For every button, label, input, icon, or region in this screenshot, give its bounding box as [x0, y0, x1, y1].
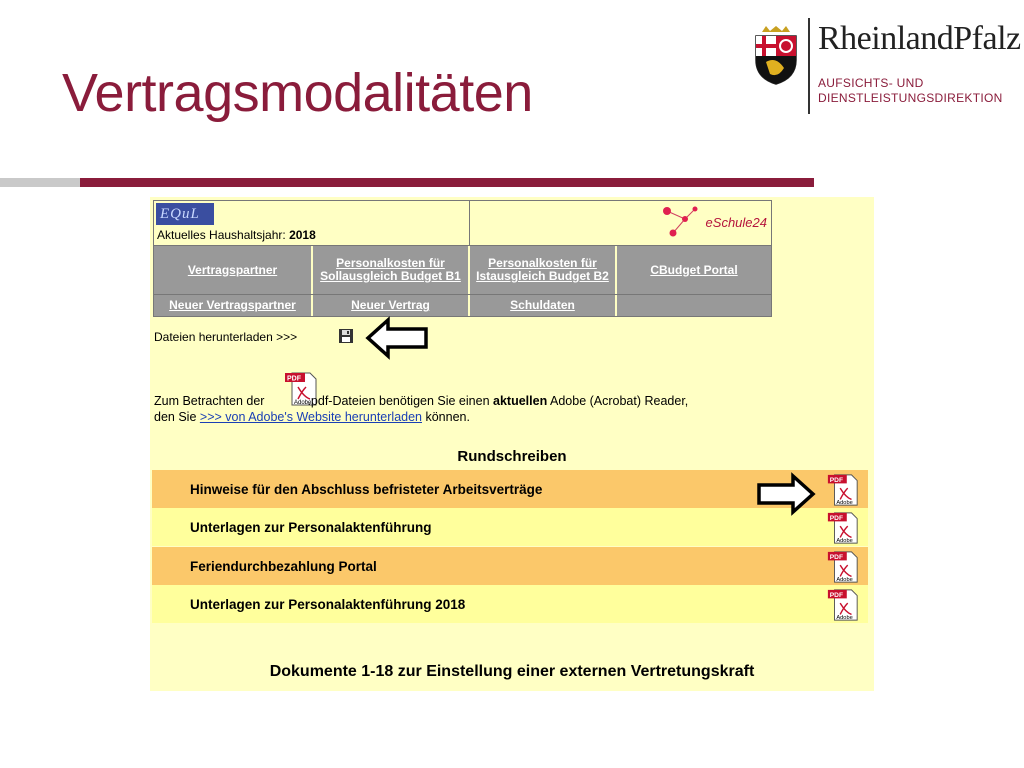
header-right: [470, 201, 771, 245]
list-item[interactable]: [152, 547, 868, 585]
nav-vertragspartner[interactable]: Vertragspartner: [154, 246, 313, 294]
nav-neuer-vertragspartner[interactable]: Neuer Vertragspartner: [154, 295, 313, 316]
nav-row-1: [154, 246, 771, 295]
pdf-icon[interactable]: [826, 473, 860, 507]
document-label[interactable]: Unterlagen zur Personalaktenführung: [190, 519, 432, 535]
app-screenshot: [150, 197, 874, 691]
pdf-text-4: den Sie: [154, 410, 197, 424]
nav-row-2: [154, 295, 771, 316]
pdf-icon[interactable]: [826, 511, 860, 545]
header-left: [154, 201, 470, 245]
section-title-rundschreiben: Rundschreiben: [457, 448, 567, 465]
arrow-right-icon: [755, 472, 817, 516]
nav-neuer-vertrag[interactable]: Neuer Vertrag: [313, 295, 470, 316]
svg-text:Adobe: Adobe: [836, 538, 853, 545]
rlp-logo: [752, 18, 1021, 118]
svg-text:PDF: PDF: [829, 553, 844, 561]
nav-cbudget-portal[interactable]: CBudget Portal: [617, 246, 771, 294]
slide-title: Vertragsmodalitäten: [62, 63, 533, 123]
pdf-text-1: Zum Betrachten der: [154, 394, 265, 408]
equl-logo: EQuL: [156, 203, 214, 225]
svg-text:Adobe: Adobe: [294, 400, 312, 406]
divider-accent: [80, 178, 814, 187]
pdf-reader-info: [154, 393, 794, 425]
document-label[interactable]: Unterlagen zur Personalaktenführung 2018: [190, 596, 466, 612]
list-item[interactable]: [152, 585, 868, 623]
logo-subtitle-line1: AUFSICHTS- UND: [818, 76, 924, 90]
nav-schuldaten[interactable]: Schuldaten: [470, 295, 617, 316]
svg-text:PDF: PDF: [829, 476, 844, 484]
download-label: Dateien herunterladen >>>: [154, 330, 298, 344]
logo-name: RheinlandPfalz: [818, 20, 1021, 57]
svg-text:PDF: PDF: [829, 591, 844, 599]
pdf-icon[interactable]: [826, 550, 860, 584]
pdf-icon[interactable]: [826, 588, 860, 622]
nav-table: [153, 200, 772, 317]
pdf-text-2: .pdf-Dateien benötigen Sie einen: [307, 394, 490, 408]
eschule-network-icon: [659, 205, 699, 241]
logo-divider: [808, 18, 810, 114]
pdf-text-5: können.: [425, 410, 470, 424]
coat-of-arms-icon: [752, 26, 800, 86]
arrow-left-icon: [364, 316, 430, 360]
budget-year: [157, 228, 316, 242]
logo-subtitle: [818, 76, 1003, 106]
logo-subtitle-line2: DIENSTLEISTUNGSDIREKTION: [818, 91, 1003, 105]
eschule-logo: eSchule24: [705, 215, 767, 230]
budget-year-label: Aktuelles Haushaltsjahr:: [157, 228, 286, 242]
divider-grey: [0, 178, 80, 187]
nav-empty: [617, 295, 771, 316]
nav-header: [154, 201, 771, 246]
svg-text:Adobe: Adobe: [836, 577, 853, 584]
document-label[interactable]: Hinweise für den Abschluss befristeter Arbeitsverträge: [190, 481, 543, 497]
svg-text:PDF: PDF: [829, 514, 844, 522]
nav-personalkosten-b2[interactable]: Personalkosten für Istausgleich Budget B2: [470, 246, 617, 294]
svg-text:Adobe: Adobe: [836, 615, 853, 622]
svg-text:Adobe: Adobe: [836, 500, 853, 507]
adobe-download-link[interactable]: >>> von Adobe's Website herunterladen: [199, 410, 422, 424]
section-title-dokumente: Dokumente 1-18 zur Einstellung einer externen Vertretungskraft: [269, 663, 755, 680]
document-label[interactable]: Feriendurchbezahlung Portal: [190, 558, 377, 574]
pdf-text-3: Adobe (Acrobat) Reader,: [550, 394, 689, 408]
nav-personalkosten-b1[interactable]: Personalkosten für Sollausgleich Budget B1: [313, 246, 470, 294]
floppy-disk-icon[interactable]: [338, 328, 354, 344]
svg-text:PDF: PDF: [287, 375, 301, 383]
pdf-text-bold: aktuellen: [493, 394, 548, 408]
budget-year-value: 2018: [289, 228, 316, 242]
